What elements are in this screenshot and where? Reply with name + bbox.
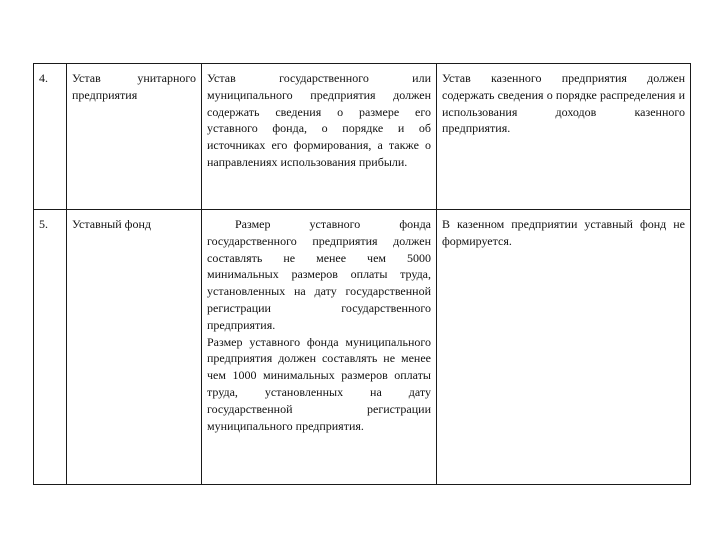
treasury-enterprise-cell: В казенном предприятии уставный фонд не формируется. [437,210,691,485]
table-row [34,210,691,485]
row-number: 5. [34,210,67,485]
row-number: 4. [34,64,67,210]
treasury-enterprise-cell: Устав казенного предприятия должен содержать сведения о порядке распределения и использования доходов казенного предприятия. [437,64,691,210]
state-enterprise-cell: Устав государственного или муниципального предприятия должен содержать сведения о размере его уставного фонда, о порядке и об источниках его формирования, а также о направлениях использования прибыли. [202,64,437,210]
state-fund-paragraph: Размер уставного фонда государственного предприятия должен составлять не менее чем 5000 минимальных размеров оплаты труда, установленных на дату государственной регистрации государственного предприятия. [207,217,431,332]
row-title: Устав унитарного предприятия [67,64,202,210]
municipal-fund-paragraph: Размер уставного фонда муниципального предприятия должен составлять не менее чем 1000 минимальных размеров оплаты труда, установленных на дату государственной регистрации муниципального предприятия. [207,334,431,433]
row-title: Уставный фонд [67,210,202,485]
state-enterprise-cell [202,210,437,485]
comparison-table [33,63,691,485]
table-row [34,64,691,210]
